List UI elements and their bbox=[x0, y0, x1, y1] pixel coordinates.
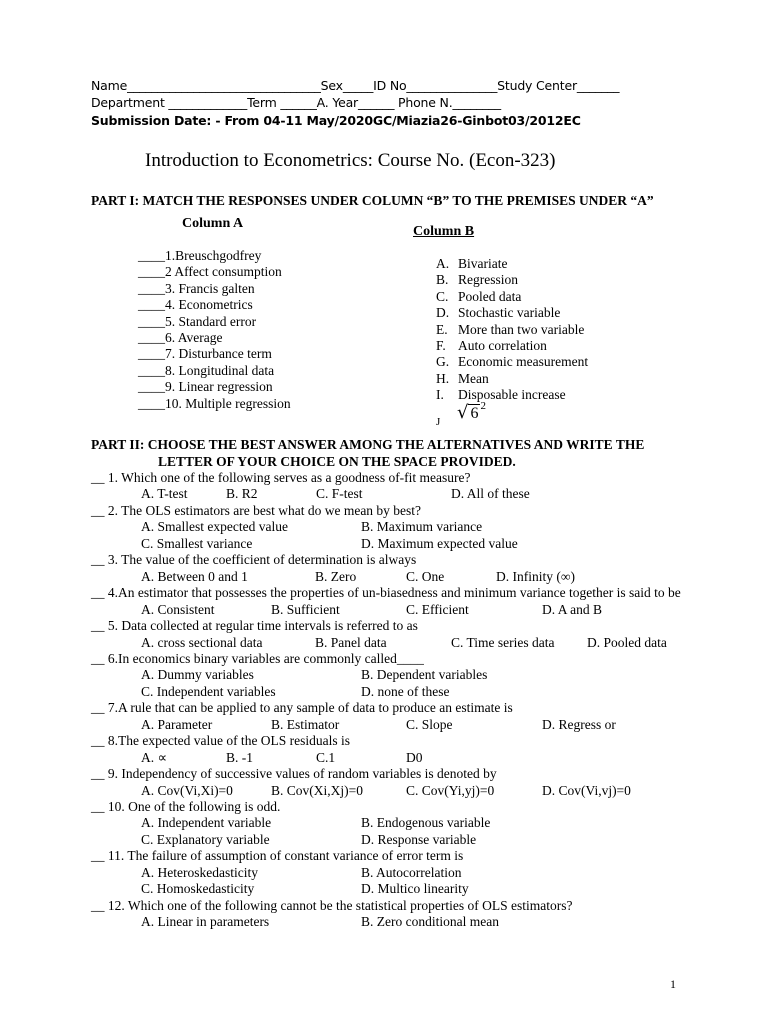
column-a-item: ____1.Breuschgodfrey bbox=[138, 248, 262, 263]
answer-option: A. Dummy variables bbox=[141, 667, 254, 683]
question-text: __ 10. One of the following is odd. bbox=[91, 799, 281, 814]
answer-option: B. Estimator bbox=[271, 716, 340, 732]
question-text: __ 5. Data collected at regular time intervals is referred to as bbox=[91, 618, 418, 634]
column-a-item: ____4. Econometrics bbox=[138, 297, 253, 313]
answer-option: B. R2 bbox=[226, 486, 258, 502]
sqrt-expression bbox=[457, 402, 486, 423]
answer-option: C. Time series data bbox=[451, 634, 555, 650]
answer-option: B. Endogenous variable bbox=[361, 815, 491, 831]
question-text: __ 7.A rule that can be applied to any sample of data to produce an estimate is bbox=[91, 700, 513, 716]
column-b-item: Regression bbox=[458, 272, 518, 288]
column-b-letter: B. bbox=[436, 272, 449, 288]
question-text: __ 8.The expected value of the OLS residuals is bbox=[91, 733, 351, 749]
answer-option: A. Heteroskedasticity bbox=[141, 864, 258, 880]
answer-option: C. One bbox=[406, 568, 445, 584]
question-text: __ 11. The failure of assumption of constant variance of error term is bbox=[91, 848, 464, 864]
column-b-letter: D. bbox=[436, 305, 450, 321]
part2-heading-line2: LETTER OF YOUR CHOICE ON THE SPACE PROVIDED. bbox=[158, 454, 516, 469]
answer-option: B. Cov(Xi,Xj)=0 bbox=[271, 782, 363, 798]
answer-option: A. Linear in parameters bbox=[141, 914, 270, 930]
column-b-letter: A. bbox=[436, 256, 450, 271]
answer-option: D. Regress or bbox=[542, 716, 616, 732]
answer-option: C.1 bbox=[316, 749, 336, 765]
column-a-item: ____6. Average bbox=[138, 330, 223, 345]
column-b-letter: E. bbox=[436, 321, 448, 337]
question-text: __ 4.An estimator that possesses the properties of un-biasedness and minimum variance together is said to be bbox=[91, 585, 681, 601]
answer-option: D. Pooled data bbox=[587, 634, 667, 650]
answer-option: B. Sufficient bbox=[271, 601, 340, 617]
question-text: __ 1. Which one of the following serves as a goodness of-fit measure? bbox=[91, 470, 471, 485]
answer-option: D0 bbox=[406, 749, 423, 765]
column-b-item: Economic measurement bbox=[458, 354, 589, 370]
column-b-label: Column B bbox=[413, 224, 475, 239]
question-text: __ 2. The OLS estimators are best what do we mean by best? bbox=[91, 502, 422, 518]
submission-date: Submission Date: - From 04-11 May/2020GC/Miazia26-Ginbot03/2012EC bbox=[91, 113, 581, 128]
column-b-letter-j: J bbox=[436, 416, 441, 428]
answer-option: C. Efficient bbox=[406, 601, 469, 617]
column-a-item: ____8. Longitudinal data bbox=[138, 362, 275, 378]
question-text: __ 12. Which one of the following cannot be the statistical properties of OLS estimators? bbox=[91, 897, 573, 913]
answer-option: C. Slope bbox=[406, 716, 453, 732]
sqrt-exponent: 2 bbox=[480, 400, 486, 412]
answer-option: D. Maximum expected value bbox=[361, 535, 518, 551]
answer-option: D. none of these bbox=[361, 683, 450, 699]
question-text: __ 6.In economics binary variables are commonly called____ bbox=[91, 650, 424, 666]
answer-option: D. Response variable bbox=[361, 831, 477, 847]
column-a-label: Column A bbox=[182, 216, 244, 231]
column-b-letter: G. bbox=[436, 354, 450, 370]
answer-option: A. T-test bbox=[141, 486, 188, 502]
answer-option: A. Consistent bbox=[141, 601, 215, 617]
column-b-item: Auto correlation bbox=[458, 338, 547, 353]
column-a-item: ____7. Disturbance term bbox=[138, 346, 272, 362]
answer-option: B. Zero bbox=[315, 568, 357, 584]
answer-option: B. Dependent variables bbox=[361, 667, 488, 683]
answer-option: A. ∝ bbox=[141, 749, 168, 765]
column-b-item: More than two variable bbox=[458, 321, 585, 337]
question-text: __ 9. Independency of successive values of random variables is denoted by bbox=[91, 766, 497, 782]
answer-option: D. Multico linearity bbox=[361, 881, 469, 897]
column-b-item: Mean bbox=[458, 370, 489, 386]
column-b-letter: F. bbox=[436, 338, 446, 353]
answer-option: D. A and B bbox=[542, 601, 603, 617]
column-b-item: Disposable increase bbox=[458, 387, 566, 403]
part2-heading-line1: PART II: CHOOSE THE BEST ANSWER AMONG THE ALTERNATIVES AND WRITE THE bbox=[91, 437, 645, 452]
part1-heading: PART I: MATCH THE RESPONSES UNDER COLUMN “B” TO THE PREMISES UNDER “A” bbox=[91, 193, 654, 208]
answer-option: A. Between 0 and 1 bbox=[141, 568, 248, 584]
answer-option: A. Smallest expected value bbox=[141, 519, 288, 535]
sqrt-symbol: √ bbox=[457, 402, 469, 423]
answer-option: B. Maximum variance bbox=[361, 519, 483, 535]
answer-option: B. Autocorrelation bbox=[361, 864, 462, 880]
answer-option: C. F-test bbox=[316, 486, 363, 502]
answer-option: A. Parameter bbox=[141, 716, 213, 732]
answer-option: C. Cov(Yi,yj)=0 bbox=[406, 782, 495, 798]
answer-option: B. -1 bbox=[226, 749, 253, 765]
column-b-item: Stochastic variable bbox=[458, 305, 561, 321]
column-a-item: ____2 Affect consumption bbox=[138, 264, 282, 280]
header-department-line: Department _____________Term ______A. Year______ Phone N.________ bbox=[91, 95, 501, 110]
column-b-item: Pooled data bbox=[458, 288, 522, 304]
column-b-letter: C. bbox=[436, 288, 449, 304]
answer-option: C. Independent variables bbox=[141, 683, 276, 699]
column-b-item: Bivariate bbox=[458, 256, 508, 271]
answer-option: A. cross sectional data bbox=[141, 634, 263, 650]
column-b-letter: H. bbox=[436, 370, 450, 386]
answer-option: C. Explanatory variable bbox=[141, 831, 270, 847]
answer-option: A. Independent variable bbox=[141, 815, 272, 831]
answer-option: B. Panel data bbox=[315, 634, 387, 650]
answer-option: A. Cov(Vi,Xi)=0 bbox=[141, 782, 233, 798]
answer-option: D. Cov(Vi,vj)=0 bbox=[542, 782, 631, 798]
answer-option: B. Zero conditional mean bbox=[361, 914, 499, 930]
page-number: 1 bbox=[670, 977, 676, 991]
page-title: Introduction to Econometrics: Course No. (Econ-323) bbox=[145, 150, 556, 171]
answer-option: C. Homoskedasticity bbox=[141, 881, 255, 897]
header-name-line: Name________________________________Sex_____ID No_______________Study Center_______ bbox=[91, 78, 620, 93]
column-a-item: ____5. Standard error bbox=[138, 313, 257, 329]
column-a-item: ____10. Multiple regression bbox=[138, 395, 291, 411]
sqrt-base: 6 bbox=[470, 405, 479, 422]
column-b-letter: I. bbox=[436, 387, 444, 403]
column-a-item: ____3. Francis galten bbox=[138, 280, 255, 296]
question-text: __ 3. The value of the coefficient of determination is always bbox=[91, 552, 417, 568]
column-a-item: ____9. Linear regression bbox=[138, 379, 273, 395]
answer-option: D. Infinity (∞) bbox=[496, 568, 575, 584]
answer-option: D. All of these bbox=[451, 486, 530, 502]
answer-option: C. Smallest variance bbox=[141, 535, 253, 551]
